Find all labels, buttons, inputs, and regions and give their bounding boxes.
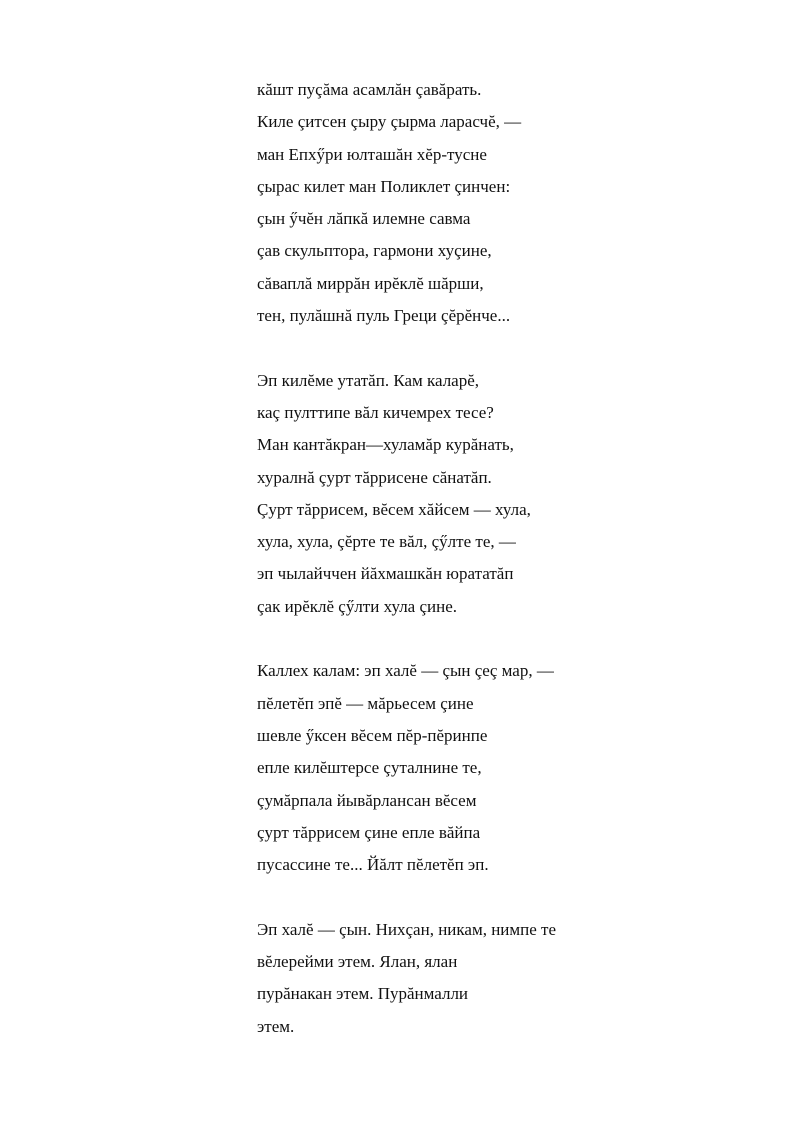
poem-line: вĕлерейми этем. Ялан, ялан xyxy=(257,952,458,972)
poem-line: Эп килĕме утатăп. Кам каларĕ, xyxy=(257,370,480,390)
poem-line: хула, хула, çĕрте те вăл, çӳлте те, — xyxy=(257,532,516,552)
poem-line: сăваплă миррăн ирĕклĕ шăрши, xyxy=(257,273,484,293)
poem-line: çын ӳчĕн лăпкă илемне савма xyxy=(257,209,471,229)
poem-line: Киле çитсен çыру çырма ларасчĕ, — xyxy=(257,112,522,132)
poem-line: Эп халĕ — çын. Нихçан, никам, нимпе те xyxy=(257,919,557,939)
poem-line: епле килĕштерсе çуталнине те, xyxy=(257,758,482,778)
poem-line: Ман кантăкран—хуламăр курăнать, xyxy=(257,435,514,455)
poem-line: пурăнакан этем. Пурăнмалли xyxy=(257,984,469,1004)
poem-line: шевле ӳксен вĕсем пĕр-пĕринпе xyxy=(257,725,488,745)
stanza-3 xyxy=(257,655,556,881)
poem-line: çырас килет ман Поликлет çинчен: xyxy=(257,176,511,196)
stanza-2 xyxy=(257,365,556,623)
poem-text xyxy=(257,74,556,1043)
stanza-1 xyxy=(257,74,556,332)
poem-line: çак ирĕклĕ çӳлти хула çине. xyxy=(257,596,458,616)
poem-line: тен, пулăшнă пуль Греци çĕрĕнче... xyxy=(257,306,511,326)
poem-line: этем. xyxy=(257,1016,295,1036)
poem-line: эп чылайччен йăхмашкăн юрататăп xyxy=(257,564,514,584)
poem-line: пĕлетĕп эпĕ — мăрьесем çине xyxy=(257,693,474,713)
poem-line: ман Епхӳри юлташăн хĕр-тусне xyxy=(257,144,487,164)
poem-line: çав скульптора, гармони хуçине, xyxy=(257,241,492,261)
poem-line: Каллех калам: эп халĕ — çын çеç мар, — xyxy=(257,661,554,681)
poem-line: каç пулттипе вăл кичемрех тесе? xyxy=(257,402,494,422)
poem-line: çурт тăррисем çине епле вăйпа xyxy=(257,822,481,842)
poem-line: çумăрпала йывăрлансан вĕсем xyxy=(257,790,477,810)
poem-line: хуралнă çурт тăррисене сăнатăп. xyxy=(257,467,492,487)
poem-line: Çурт тăррисем, вĕсем хăйсем — хула, xyxy=(257,499,531,519)
poem-line: кăшт пуçăма асамлăн çавăрать. xyxy=(257,80,482,99)
poem-line: пусассине те... Йăлт пĕлетĕп эп. xyxy=(257,855,489,875)
stanza-4 xyxy=(257,914,556,1043)
